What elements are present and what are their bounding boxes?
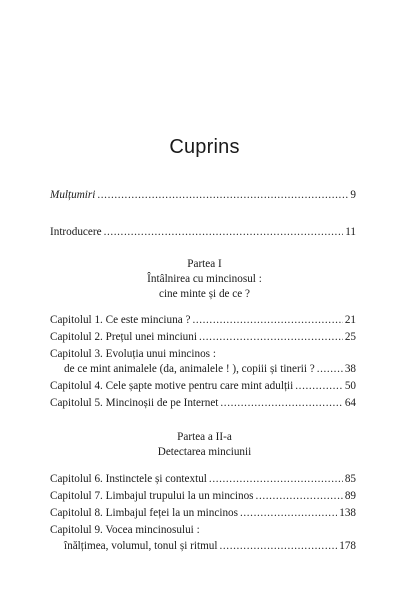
toc-entry-chapter-1[interactable] (50, 313, 356, 327)
dot-leader (317, 362, 343, 376)
toc-entry-chapter-2[interactable] (50, 330, 356, 344)
toc-entry-chapter-9[interactable] (64, 539, 356, 553)
toc-entry-label: Introducere (50, 226, 102, 238)
toc-entry-page: 25 (344, 331, 356, 343)
dot-leader (240, 506, 337, 520)
dot-leader (209, 472, 343, 486)
page-title: Cuprins (169, 136, 240, 158)
toc-entry-label: Mulțumiri (50, 189, 96, 201)
toc-entry-label: Capitolul 6. Instinctele și contextul (50, 473, 207, 485)
dot-leader (295, 379, 343, 393)
dot-leader (220, 539, 338, 553)
toc-entry-chapter-5[interactable] (50, 396, 356, 410)
toc-entry-label: Capitolul 7. Limbajul trupului la un mincinos (50, 490, 254, 502)
part-1-subtitle-line2: cine minte și de ce ? (158, 288, 250, 300)
toc-entry-label: Capitolul 2. Prețul unei minciuni (50, 331, 197, 343)
part-1-heading: Partea I (187, 258, 222, 270)
toc-entry-page: 89 (344, 490, 356, 502)
toc-entry-chapter-9-title[interactable]: Capitolul 9. Vocea mincinosului : (50, 524, 200, 536)
toc-entry-chapter-7[interactable] (50, 489, 356, 503)
toc-entry-page: 138 (339, 507, 356, 519)
dot-leader (104, 225, 344, 239)
dot-leader (199, 330, 343, 344)
toc-entry-page: 9 (350, 189, 356, 201)
toc-entry-continuation: înălțimea, volumul, tonul și ritmul (64, 540, 218, 552)
toc-entry-page: 11 (345, 226, 356, 238)
toc-entry-chapter-4[interactable] (50, 379, 356, 393)
toc-entry-page: 64 (344, 397, 356, 409)
toc-entry-page: 38 (344, 363, 356, 375)
dot-leader (97, 188, 348, 202)
toc-entry-introducere[interactable] (50, 225, 356, 239)
toc-entry-label: Capitolul 5. Mincinoșii de pe Internet (50, 397, 219, 409)
toc-entry-page: 50 (344, 380, 356, 392)
dot-leader (192, 313, 342, 327)
dot-leader (256, 489, 343, 503)
toc-entry-chapter-8[interactable] (50, 506, 356, 520)
toc-entry-page: 85 (344, 473, 356, 485)
toc-entry-chapter-3-title[interactable]: Capitolul 3. Evoluția unui mincinos : (50, 348, 216, 360)
toc-entry-continuation: de ce mint animalele (da, animalele ! ), copiii și tinerii ? (64, 363, 315, 375)
toc-entry-label: Capitolul 1. Ce este minciuna ? (50, 314, 191, 326)
toc-entry-multumiri[interactable] (50, 188, 356, 202)
toc-entry-label: Capitolul 4. Cele șapte motive pentru care mint adulții (50, 380, 294, 392)
toc-entry-page: 178 (339, 540, 356, 552)
toc-entry-chapter-3[interactable] (64, 362, 356, 376)
part-2-subtitle-line1: Detectarea minciunii (157, 446, 252, 458)
part-1-subtitle-line1: Întâlnirea cu mincinosul : (147, 273, 262, 285)
toc-entry-page: 21 (344, 314, 356, 326)
dot-leader (220, 396, 342, 410)
toc-entry-label: Capitolul 8. Limbajul feței la un mincinos (50, 507, 238, 519)
part-2-heading: Partea a II-a (177, 431, 232, 443)
toc-entry-chapter-6[interactable] (50, 472, 356, 486)
